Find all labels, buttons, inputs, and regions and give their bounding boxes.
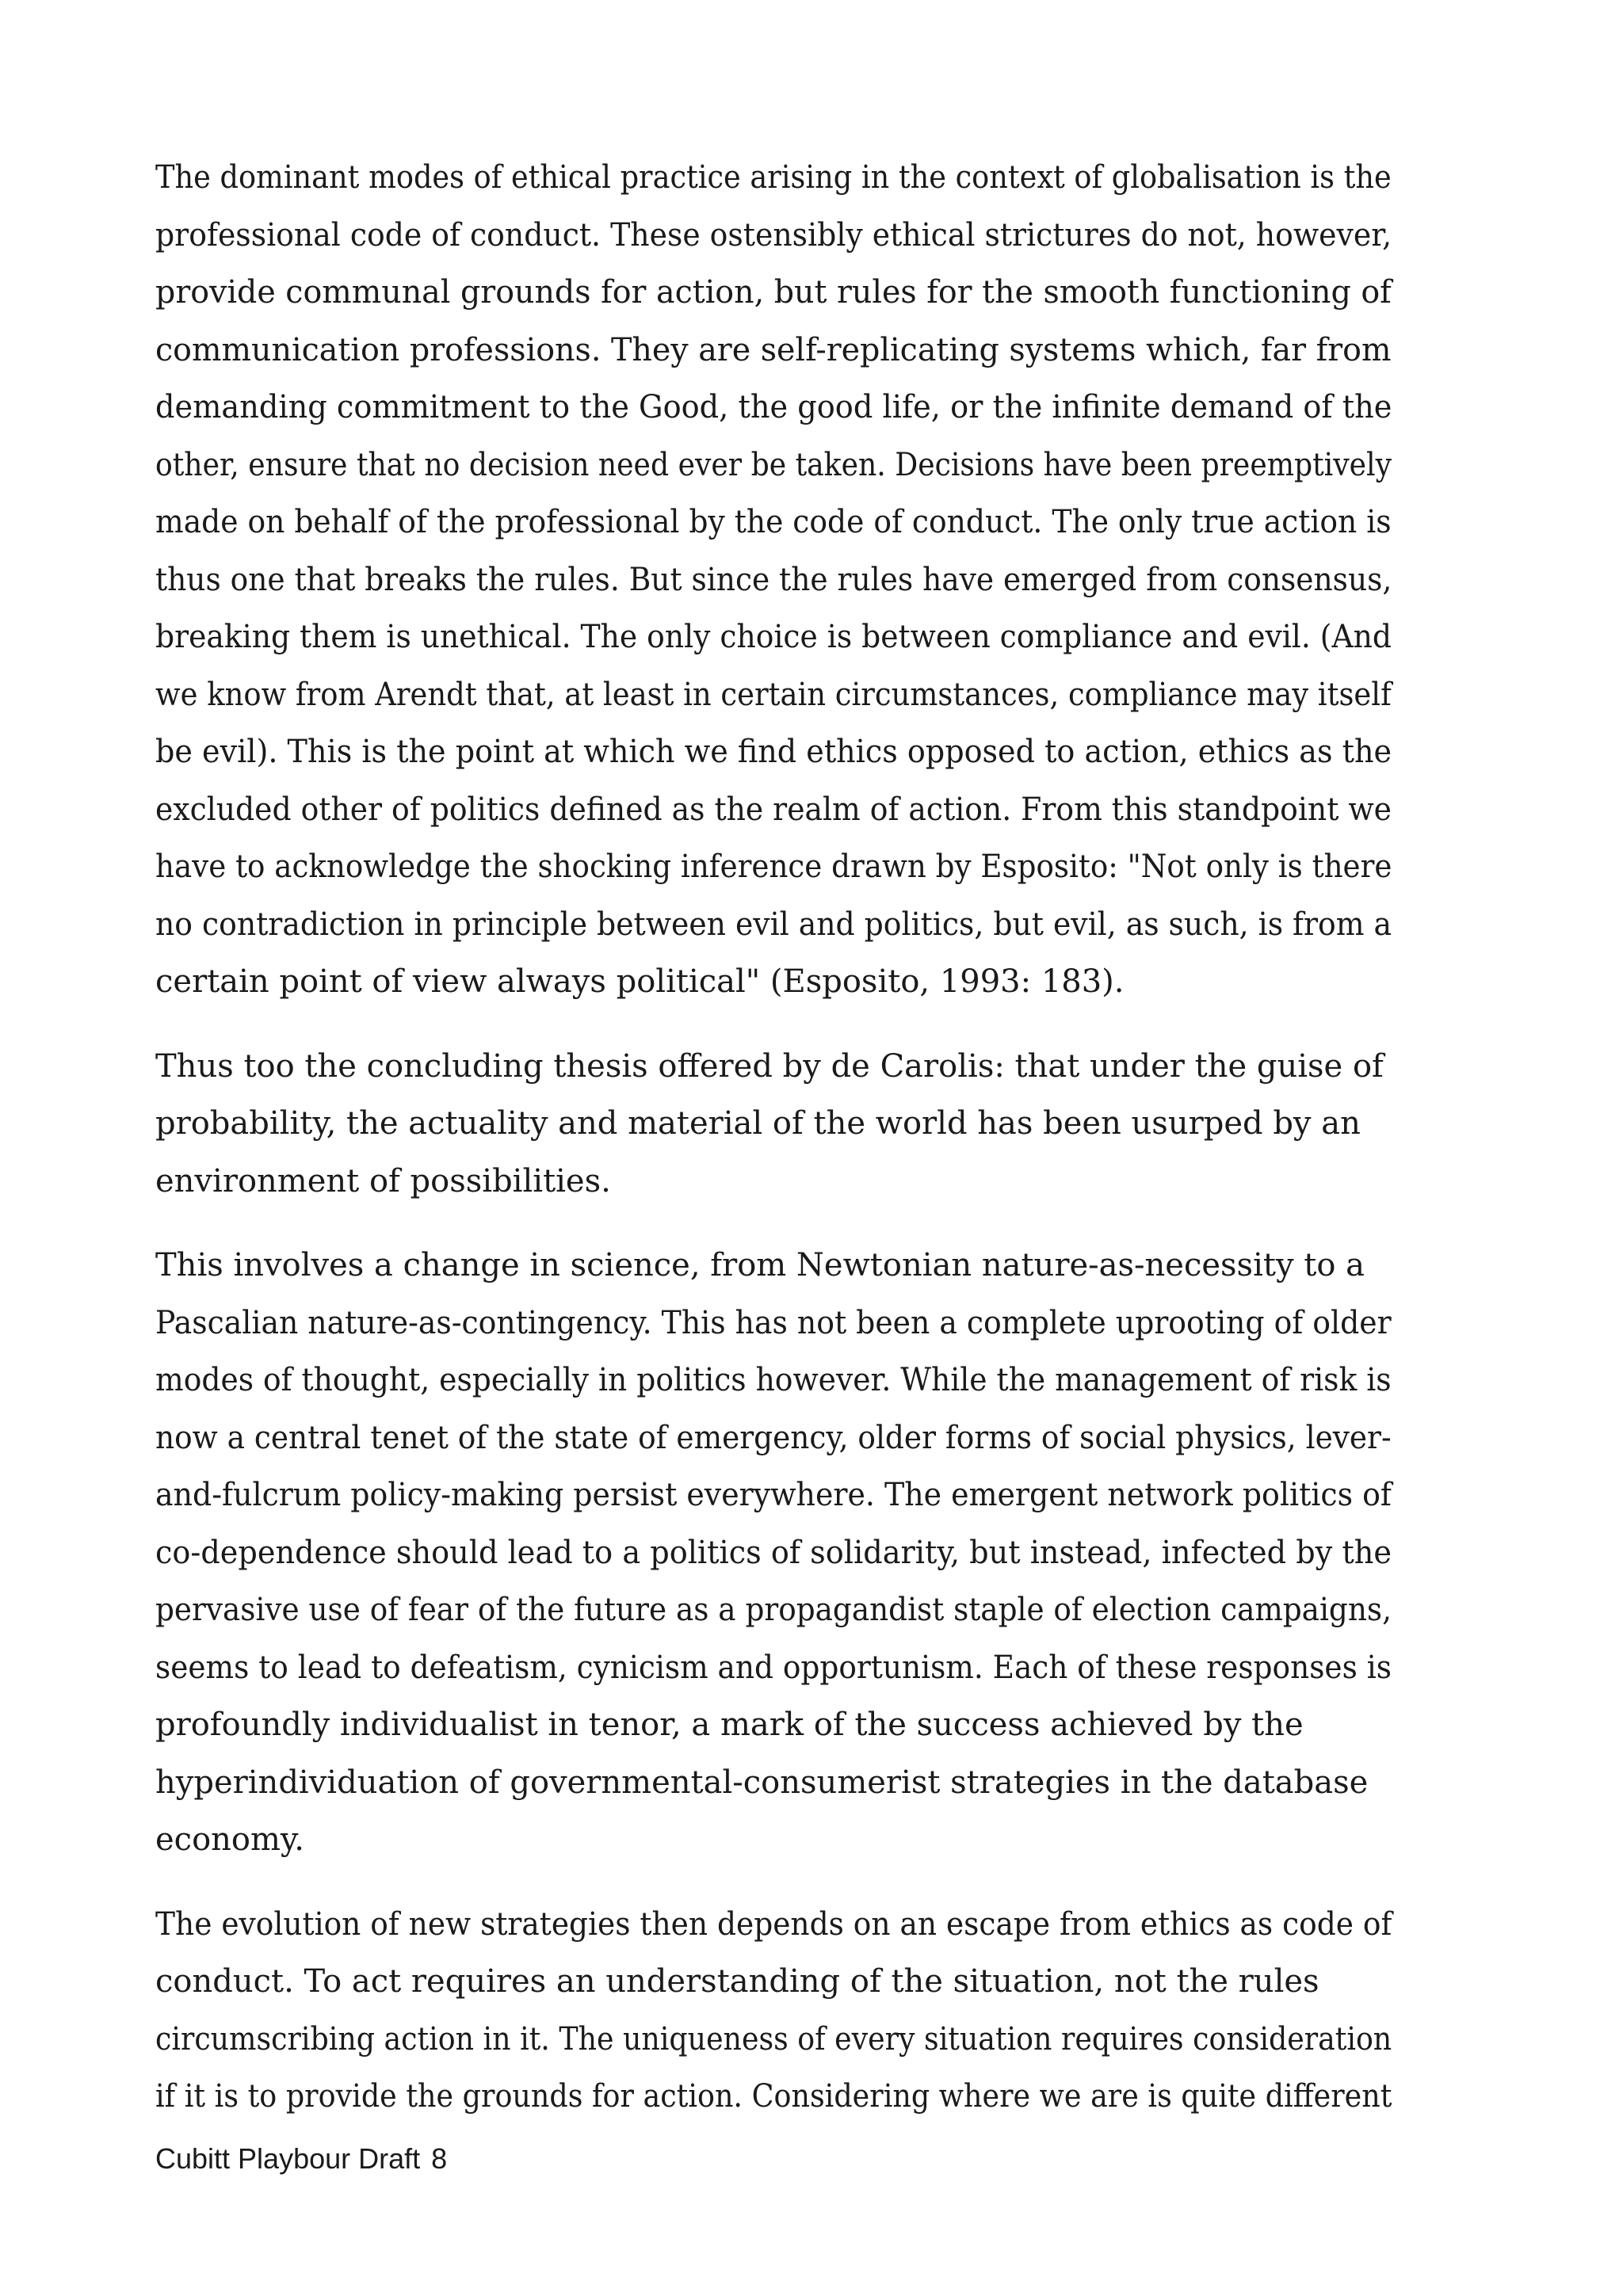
text-line: The dominant modes of ethical practice arising in the context of globalisation is the xyxy=(155,159,1392,196)
paragraph xyxy=(155,1237,1392,1869)
text-line: certain point of view always political" (Esposito, 1993: 183). xyxy=(155,963,1125,1000)
text-line: environment of possibilities. xyxy=(155,1162,611,1199)
text-line: probability, the actuality and material of the world has been usurped by an xyxy=(155,1105,1361,1142)
text-line: be evil). This is the point at which we find ethics opposed to action, ethics as the xyxy=(155,734,1392,770)
text-line: circumscribing action in it. The uniqueness of every situation requires consideration xyxy=(155,2020,1392,2058)
text-line: The evolution of new strategies then depends on an escape from ethics as code of xyxy=(155,1905,1392,1943)
text-line: we know from Arendt that, at least in certain circumstances, compliance may itself xyxy=(155,676,1392,713)
text-line: demanding commitment to the Good, the good life, or the infinite demand of the xyxy=(155,389,1392,425)
text-line: modes of thought, especially in politics however. While the management of risk is xyxy=(155,1362,1392,1398)
text-line: breaking them is unethical. The only choice is between compliance and evil. (And xyxy=(155,619,1392,655)
text-line: pervasive use of fear of the future as a propagandist staple of election campaigns, xyxy=(155,1592,1392,1628)
text-line: seems to lead to defeatism, cynicism and opportunism. Each of these responses is xyxy=(155,1649,1392,1686)
text-line: now a central tenet of the state of emergency, older forms of social physics, lever- xyxy=(155,1419,1392,1456)
text-line: excluded other of politics defined as the realm of action. From this standpoint we xyxy=(155,791,1392,828)
text-line: This involves a change in science, from Newtonian nature-as-necessity to a xyxy=(155,1247,1365,1283)
text-line: have to acknowledge the shocking inference drawn by Esposito: "Not only is there xyxy=(155,849,1392,885)
text-line: Pascalian nature-as-contingency. This has not been a complete uprooting of older xyxy=(155,1304,1392,1341)
text-line: other, ensure that no decision need ever be taken. Decisions have been preemptively xyxy=(155,446,1392,483)
footer-label: Cubitt Playbour Draft xyxy=(155,2142,421,2175)
paragraph xyxy=(155,1896,1392,2126)
text-line: hyperindividuation of governmental-consumerist strategies in the database xyxy=(155,1764,1369,1801)
paragraph xyxy=(155,1038,1392,1211)
text-line: professional code of conduct. These ostensibly ethical strictures do not, however, xyxy=(155,216,1392,254)
text-line: profoundly individualist in tenor, a mark of the success achieved by the xyxy=(155,1707,1304,1743)
page-number: 8 xyxy=(431,2142,448,2175)
text-line: co-dependence should lead to a politics of solidarity, but instead, infected by the xyxy=(155,1534,1392,1571)
text-line: provide communal grounds for action, but rules for the smooth functioning of xyxy=(155,274,1392,311)
text-line: economy. xyxy=(155,1821,304,1858)
body-text xyxy=(155,149,1392,2153)
text-line: communication professions. They are self-replicating systems which, far from xyxy=(155,331,1392,368)
text-line: made on behalf of the professional by the code of conduct. The only true action is xyxy=(155,504,1392,540)
paragraph xyxy=(155,149,1392,1011)
text-line: and-fulcrum policy-making persist everywhere. The emergent network politics of xyxy=(155,1477,1392,1513)
text-line: no contradiction in principle between evil and politics, but evil, as such, is from a xyxy=(155,906,1392,943)
text-line: if it is to provide the grounds for action. Considering where we are is quite different xyxy=(155,2078,1392,2115)
text-line: conduct. To act requires an understanding of the situation, not the rules xyxy=(155,1963,1319,2000)
text-line: thus one that breaks the rules. But since the rules have emerged from consensus, xyxy=(155,561,1392,598)
text-line: Thus too the concluding thesis offered by de Carolis: that under the guise of xyxy=(155,1047,1384,1085)
page-footer xyxy=(155,2142,447,2176)
